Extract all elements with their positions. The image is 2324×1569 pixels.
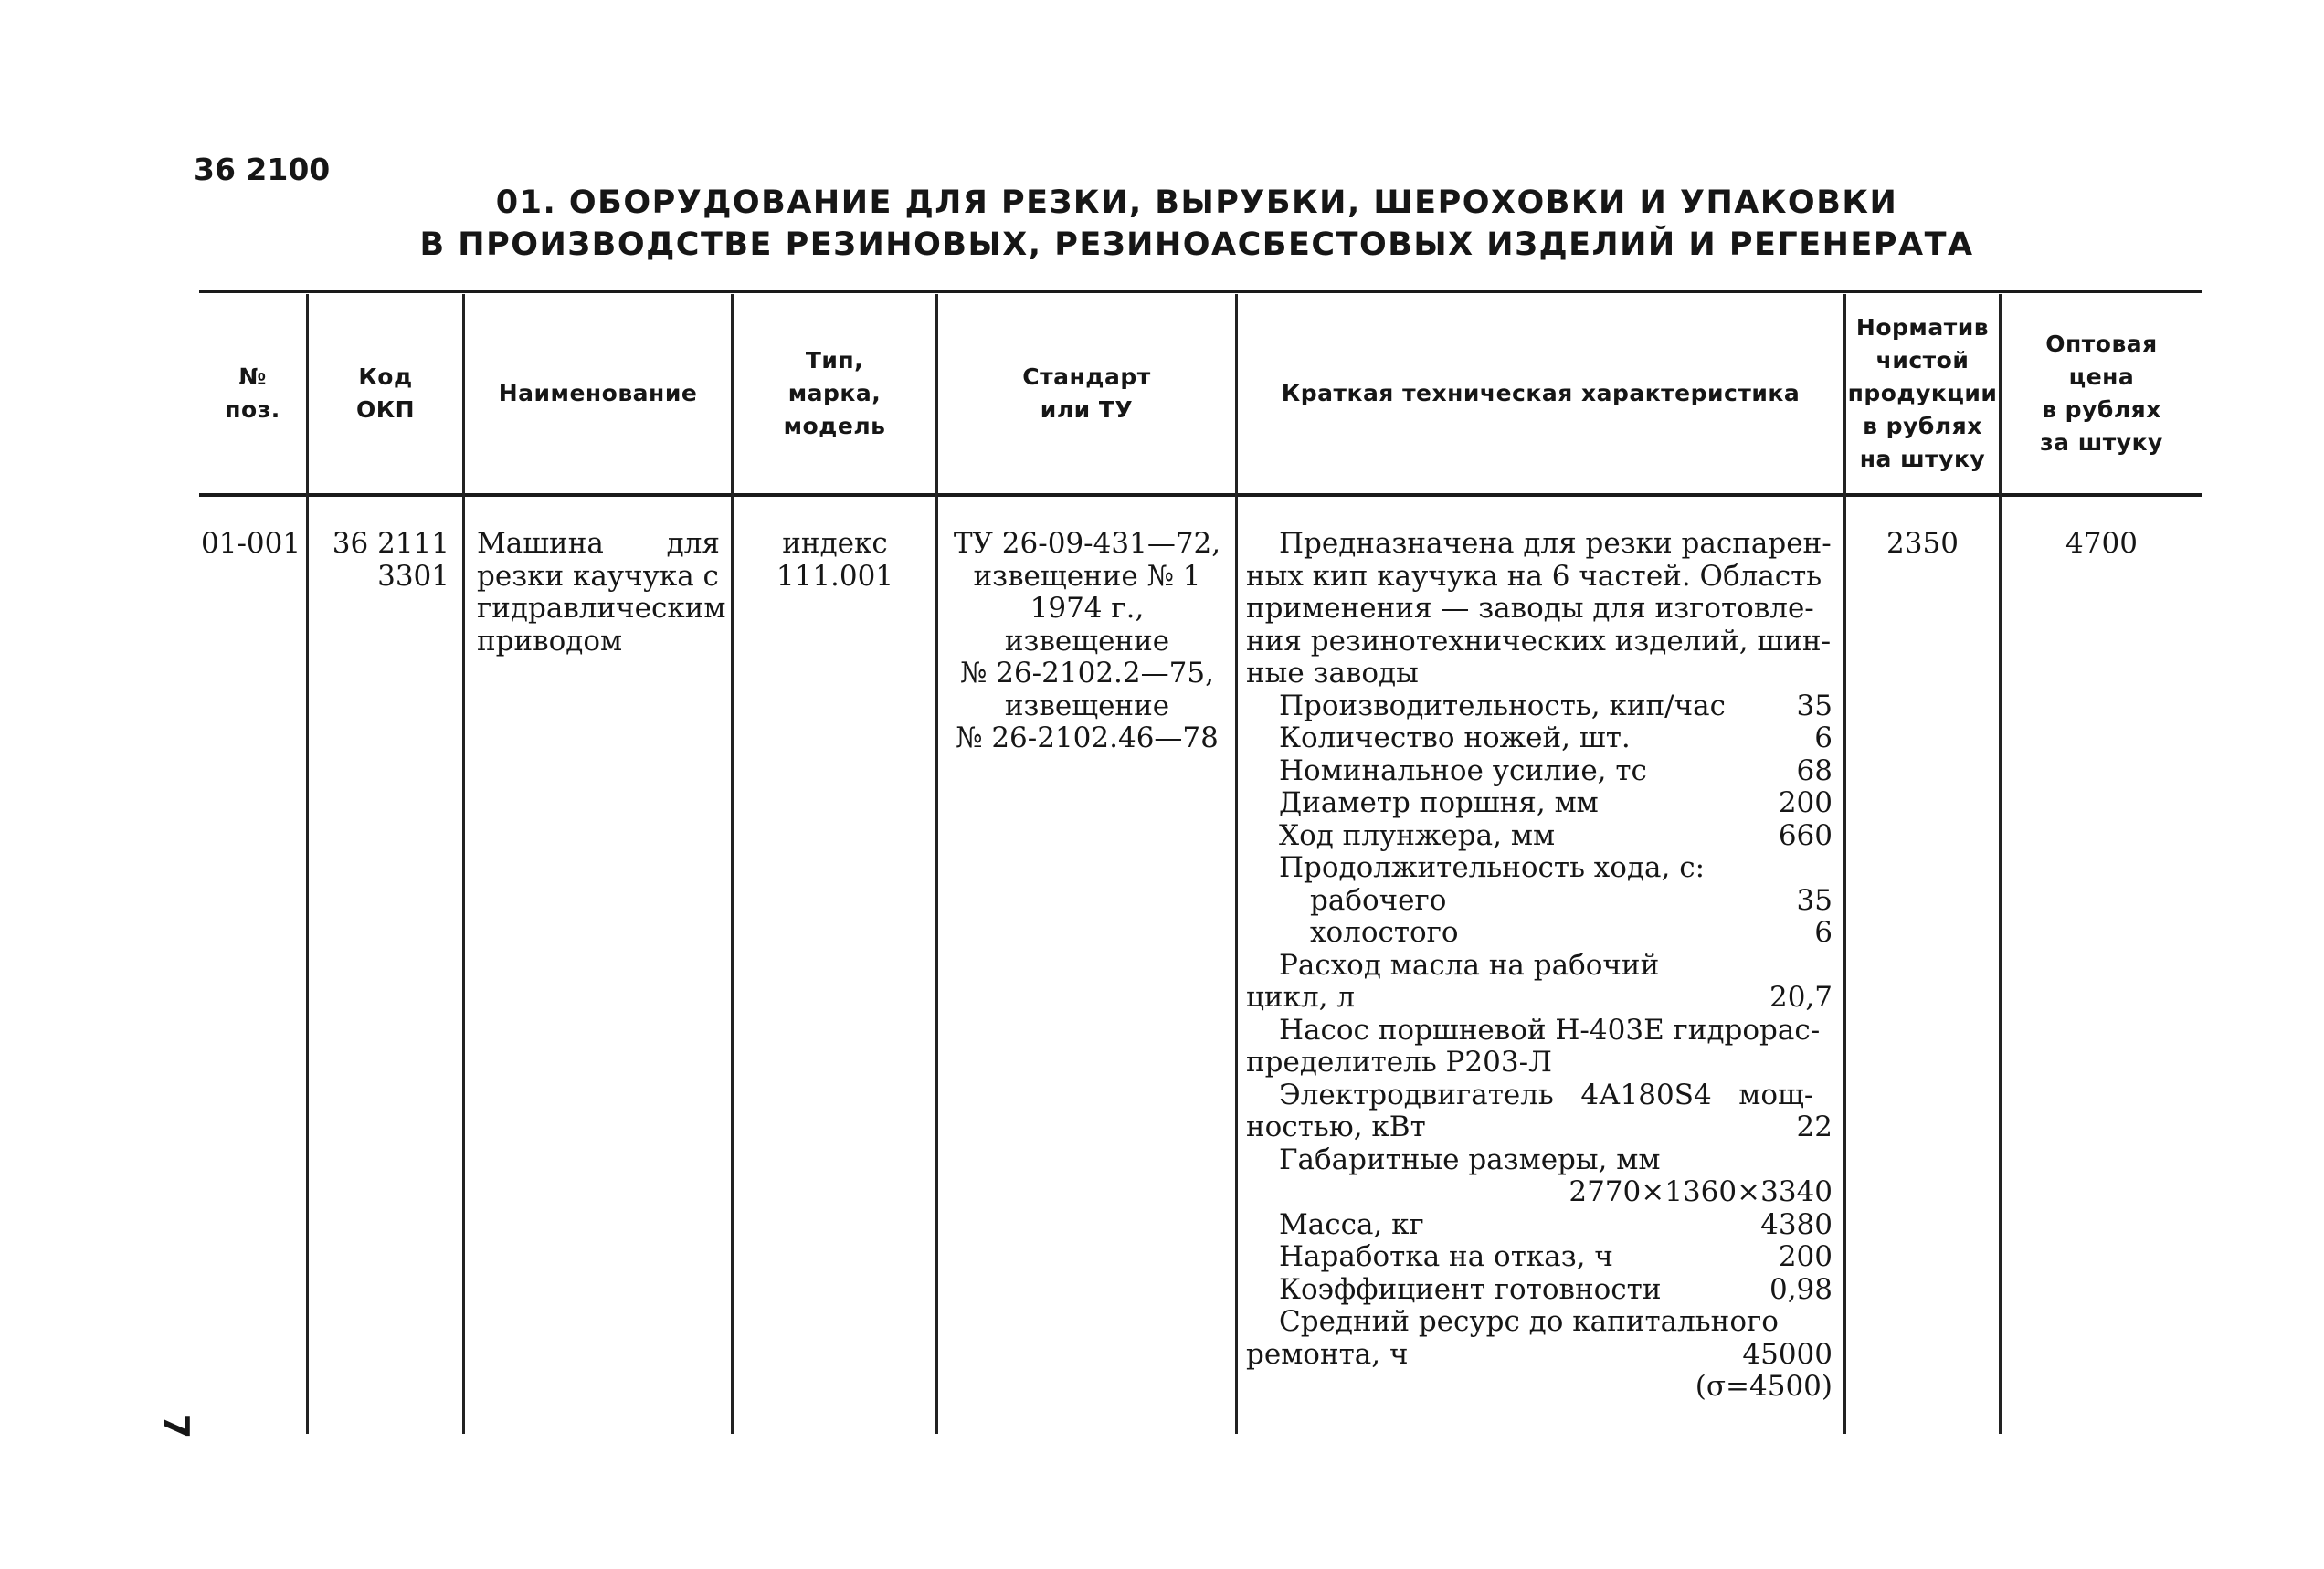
spec-pump-line: Насос поршневой Н-403Е гидрорас- <box>1279 1013 1821 1047</box>
header-price: Оптовая цена в рублях за штуку <box>2040 331 2163 456</box>
spec-intro-line: применения — заводы для изготовле- <box>1246 592 1814 625</box>
spec-param-row: Наработка на отказ, ч 200 <box>1279 1240 1833 1273</box>
spec-param-row: холостого 6 <box>1310 916 1833 949</box>
header-position: № поз. <box>225 363 280 423</box>
header-norm: Норматив чистой продукции в рублях на штуку <box>1847 314 1998 472</box>
standard-line: извещение <box>1004 624 1170 658</box>
header-okp-code: Код ОКП <box>355 363 416 423</box>
spec-dims-value: 2770×1360×3340 <box>1569 1175 1833 1208</box>
page-title-line-1: 01. ОБОРУДОВАНИЕ ДЛЯ РЕЗКИ, ВЫРУБКИ, ШЕРОХОВКИ И УПАКОВКИ <box>495 184 1898 221</box>
table-header-rule <box>199 493 2202 497</box>
standard-line: извещение № 1 <box>973 559 1201 593</box>
spec-dims-label: Габаритные размеры, мм <box>1279 1143 1661 1176</box>
standard-line: № 26-2102.46—78 <box>956 721 1219 754</box>
spec-param-row: Ход плунжера, мм 660 <box>1279 818 1833 852</box>
spec-stroke-heading: Продолжительность хода, с: <box>1279 851 1706 884</box>
item-tech-spec <box>1246 528 1833 1404</box>
spec-param-row: Производительность, кип/час 35 <box>1279 689 1833 722</box>
spec-param-row: Коэффициент готовности 0,98 <box>1279 1272 1833 1306</box>
header-type: Тип, марка, модель <box>783 347 886 439</box>
item-type-line: 111.001 <box>776 559 894 593</box>
spec-resource-line: Средний ресурс до капитального <box>1279 1305 1779 1338</box>
item-name-line: резки каучука с <box>477 559 719 593</box>
header-name: Наименование <box>498 380 698 406</box>
page-title-line-2: В ПРОИЗВОДСТВЕ РЕЗИНОВЫХ, РЕЗИНОАСБЕСТОВЫХ ИЗДЕЛИЙ И РЕГЕНЕРАТА <box>419 226 1974 263</box>
spec-intro-line: ных кип каучука на 6 частей. Область <box>1246 559 1822 593</box>
okp-code-line: 3301 <box>377 559 449 593</box>
item-position: 01-001 <box>201 527 301 560</box>
spec-param-row: Количество ножей, шт. 6 <box>1279 721 1833 754</box>
spec-param-row: ремонта, ч 45000 <box>1246 1337 1833 1371</box>
item-name-line: приводом <box>477 624 623 658</box>
section-code: 36 2100 <box>194 152 331 187</box>
standard-line: 1974 г., <box>1030 592 1145 625</box>
spec-intro-line: Предназначена для резки распарен- <box>1279 527 1832 560</box>
item-name <box>477 527 726 658</box>
item-type-line: индекс <box>782 527 888 560</box>
page-number: 7 <box>156 1414 197 1439</box>
header-standard: Стандарт или ТУ <box>1022 363 1151 423</box>
spec-param-row: рабочего 35 <box>1310 883 1833 917</box>
spec-param-row: Диаметр поршня, мм 200 <box>1279 786 1833 819</box>
item-okp-code <box>312 528 449 593</box>
spec-param-row: ностью, кВт 22 <box>1246 1111 1833 1143</box>
item-type-model <box>736 528 934 593</box>
spec-intro-line: ные заводы <box>1246 657 1419 690</box>
header-tech-spec: Краткая техническая характеристика <box>1281 380 1801 406</box>
spec-resource-sigma: (σ=4500) <box>1695 1370 1833 1403</box>
standard-line: извещение <box>1004 689 1170 722</box>
item-standard <box>941 528 1233 755</box>
okp-code-line: 36 2111 <box>332 527 449 560</box>
item-name-line: Машина для <box>477 527 720 560</box>
item-norm-value: 2350 <box>1886 527 1959 560</box>
spec-pump-line: пределитель Р203-Л <box>1246 1046 1552 1079</box>
spec-oil-line: Расход масла на рабочий <box>1279 948 1660 982</box>
spec-param-row: цикл, л 20,7 <box>1246 981 1833 1014</box>
spec-motor-line: Электродвигатель 4А180S4 мощ- <box>1279 1078 1814 1111</box>
item-price-value: 4700 <box>2065 527 2138 560</box>
item-name-line: гидравлическим <box>477 592 726 625</box>
standard-line: № 26-2102.2—75, <box>960 657 1214 690</box>
spec-param-row: Номинальное усилие, тс 68 <box>1279 753 1833 787</box>
spec-param-row: Масса, кг 4380 <box>1279 1207 1833 1241</box>
spec-intro-line: ния резинотехнических изделий, шин- <box>1246 624 1832 658</box>
standard-line: ТУ 26-09-431—72, <box>953 527 1221 560</box>
table-top-rule <box>199 290 2202 293</box>
